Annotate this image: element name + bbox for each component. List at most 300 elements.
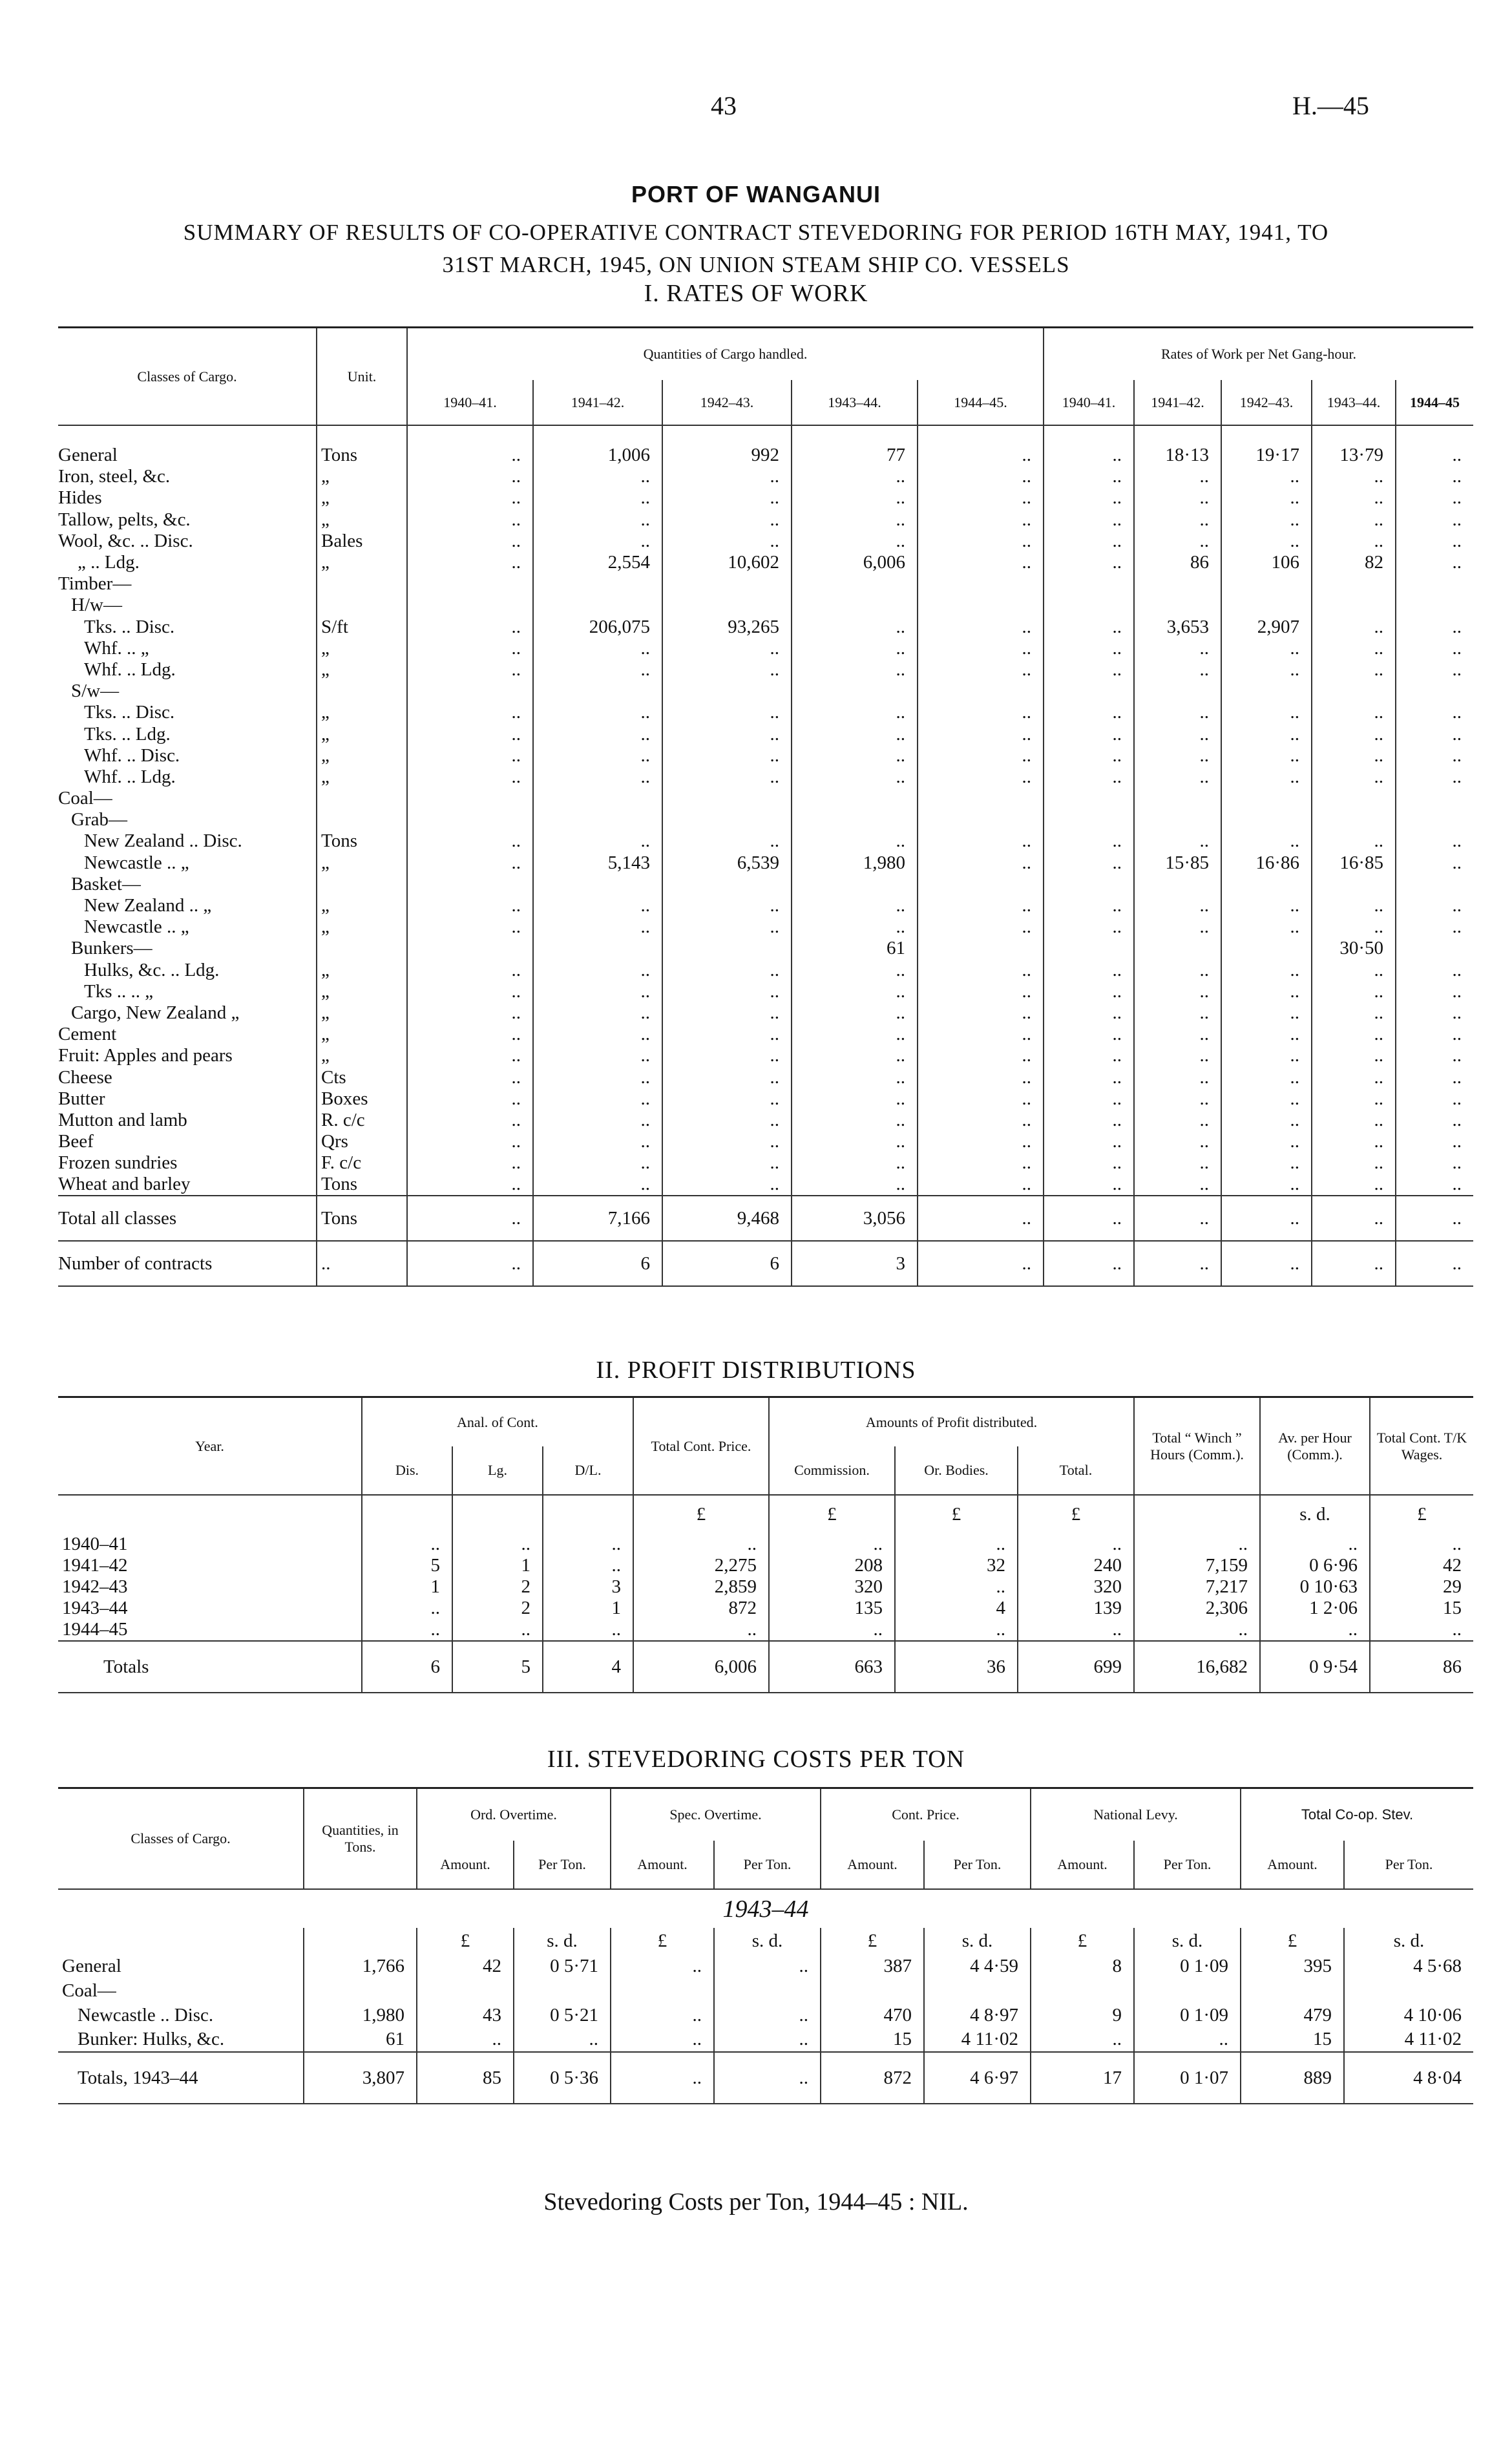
- cost-value: 9: [1031, 2003, 1134, 2027]
- quantity-value: ..: [918, 1002, 1044, 1024]
- header-quantities: Quantities of Cargo handled.: [407, 328, 1044, 380]
- quantity-value: ..: [407, 767, 533, 788]
- quantity-value: ..: [792, 767, 918, 788]
- rate-value: ..: [1312, 659, 1396, 681]
- cost-value: ..: [611, 1954, 714, 1978]
- rate-value: ..: [1134, 638, 1221, 659]
- quantity-value: ..: [918, 767, 1044, 788]
- rate-year-header: 1944–45: [1396, 380, 1473, 425]
- profit-distributions-table: [58, 1398, 1473, 1693]
- quantity-value: ..: [792, 830, 918, 852]
- unit: „: [317, 960, 407, 981]
- rate-value: 16·86: [1221, 852, 1312, 874]
- unit: „: [317, 916, 407, 938]
- profit-value: 4: [895, 1598, 1018, 1619]
- profit-value: ..: [543, 1534, 633, 1555]
- total-value: 5: [452, 1641, 543, 1693]
- rate-value: ..: [1396, 1196, 1473, 1241]
- quantity-value: ..: [533, 830, 662, 852]
- cost-value: 61: [304, 2027, 417, 2052]
- rate-value: ..: [1044, 960, 1134, 981]
- quantity-value: ..: [662, 659, 792, 681]
- quantity-value: ..: [533, 1152, 662, 1174]
- cost-value: [304, 1978, 417, 2003]
- unit: Bales: [317, 531, 407, 552]
- rate-value: 3,653: [1134, 617, 1221, 638]
- header-or-bodies: Or. Bodies.: [895, 1446, 1018, 1495]
- rate-value: ..: [1134, 1066, 1221, 1088]
- quantity-value: ..: [407, 745, 533, 767]
- rate-value: ..: [1312, 1002, 1396, 1024]
- spacer-cell: [662, 425, 792, 445]
- year-row: [58, 1889, 1473, 1928]
- rate-value: ..: [1221, 638, 1312, 659]
- rate-value: ..: [1044, 1045, 1134, 1066]
- rate-value: ..: [1312, 981, 1396, 1002]
- rate-value: [1134, 788, 1221, 809]
- rate-value: ..: [1134, 916, 1221, 938]
- cargo-class: New Zealand .. Disc.: [84, 830, 242, 852]
- spacer-cell: [792, 425, 918, 445]
- cargo-class: Whf. .. Ldg.: [84, 766, 176, 787]
- rate-value: ..: [1044, 830, 1134, 852]
- header-national-levy: National Levy.: [1031, 1789, 1241, 1841]
- table-row: [58, 595, 1473, 616]
- unit: „: [317, 767, 407, 788]
- profit-value: ..: [1134, 1534, 1260, 1555]
- rate-value: ..: [1396, 1066, 1473, 1088]
- table-row: [58, 767, 1473, 788]
- rate-value: ..: [1312, 830, 1396, 852]
- rate-value: ..: [1044, 1196, 1134, 1241]
- table-row: [58, 1196, 1473, 1241]
- quantity-value: [792, 595, 918, 616]
- cost-value: [924, 1978, 1031, 2003]
- rate-value: [1134, 573, 1221, 595]
- cargo-class: Total all classes: [58, 1207, 177, 1229]
- cost-value: 0 1·09: [1134, 1954, 1241, 1978]
- rate-value: [1396, 681, 1473, 702]
- cargo-class: Whf. .. Disc.: [84, 745, 180, 766]
- quantity-value: [407, 809, 533, 830]
- rate-value: ..: [1312, 767, 1396, 788]
- cost-value: 4 11·02: [1344, 2027, 1473, 2052]
- rate-value: ..: [1396, 638, 1473, 659]
- quantity-value: [533, 938, 662, 959]
- rate-value: ..: [1221, 723, 1312, 745]
- rate-value: ..: [1396, 1241, 1473, 1286]
- cost-value: [1344, 1978, 1473, 2003]
- quantity-value: ..: [407, 1066, 533, 1088]
- quantity-value: ..: [407, 1045, 533, 1066]
- section-3-title: III. STEVEDORING COSTS PER TON: [547, 1746, 965, 1773]
- rate-value: [1312, 681, 1396, 702]
- year-label: 1943–44: [62, 1598, 128, 1618]
- cargo-class: Tks. .. Disc.: [84, 702, 175, 723]
- profit-value: ..: [543, 1619, 633, 1641]
- quantity-value: ..: [918, 1196, 1044, 1241]
- cargo-class: Tallow, pelts, &c.: [58, 509, 191, 530]
- table-row: [58, 1045, 1473, 1066]
- cargo-class: Fruit: Apples and pears: [58, 1045, 233, 1066]
- cost-value: ..: [514, 2027, 611, 2052]
- document-reference: H.—45: [1292, 91, 1369, 120]
- rate-value: [1312, 874, 1396, 895]
- quantity-value: ..: [792, 1110, 918, 1131]
- quantity-value: ..: [407, 659, 533, 681]
- profit-value: ..: [895, 1534, 1018, 1555]
- unit: [317, 938, 407, 959]
- profit-value: ..: [543, 1555, 633, 1576]
- rate-value: ..: [1396, 1024, 1473, 1045]
- header-commission: Commission.: [769, 1446, 895, 1495]
- units-cell: [58, 1495, 362, 1534]
- rate-value: [1221, 809, 1312, 830]
- rate-value: 106: [1221, 552, 1312, 573]
- cargo-class: Newcastle .. „: [84, 916, 189, 938]
- cost-value: 42: [417, 1954, 514, 1978]
- table-row: [58, 960, 1473, 981]
- quantity-value: [792, 874, 918, 895]
- total-value: ..: [714, 2052, 821, 2104]
- cargo-class: H/w—: [71, 595, 122, 616]
- unit-label: £: [417, 1928, 514, 1954]
- quantity-value: [662, 681, 792, 702]
- quantity-value: 9,468: [662, 1196, 792, 1241]
- unit: Tons: [317, 830, 407, 852]
- table-row: [58, 659, 1473, 681]
- header-classes: Classes of Cargo.: [58, 328, 317, 425]
- quantity-value: 61: [792, 938, 918, 959]
- rate-value: ..: [1396, 830, 1473, 852]
- rate-value: ..: [1312, 509, 1396, 531]
- rate-value: ..: [1134, 509, 1221, 531]
- quantity-value: ..: [918, 916, 1044, 938]
- profit-value: ..: [452, 1534, 543, 1555]
- quantity-value: ..: [662, 1066, 792, 1088]
- rate-value: ..: [1312, 1045, 1396, 1066]
- header-rates: Rates of Work per Net Gang-hour.: [1044, 328, 1473, 380]
- quantity-value: ..: [918, 960, 1044, 981]
- section-2-title: II. PROFIT DISTRIBUTIONS: [596, 1357, 916, 1384]
- rate-value: ..: [1312, 1088, 1396, 1110]
- quantity-value: 77: [792, 445, 918, 466]
- rate-value: ..: [1312, 1066, 1396, 1088]
- quantity-value: ..: [533, 916, 662, 938]
- rate-value: ..: [1312, 1174, 1396, 1196]
- rate-value: [1396, 938, 1473, 959]
- profit-value: ..: [895, 1576, 1018, 1598]
- table-row: [58, 2027, 1473, 2052]
- quantity-value: [662, 874, 792, 895]
- table-row: [58, 1619, 1473, 1641]
- profit-value: 2,306: [1134, 1598, 1260, 1619]
- cargo-class: General: [62, 1955, 121, 1976]
- quantity-value: ..: [533, 1002, 662, 1024]
- rate-value: ..: [1312, 487, 1396, 509]
- table-row: [58, 617, 1473, 638]
- rate-value: ..: [1134, 1152, 1221, 1174]
- rate-year-header: 1941–42.: [1134, 380, 1221, 425]
- unit: „: [317, 1002, 407, 1024]
- total-value: 663: [769, 1641, 895, 1693]
- rate-value: [1312, 809, 1396, 830]
- quantity-value: ..: [662, 466, 792, 487]
- rate-value: ..: [1312, 638, 1396, 659]
- rate-value: ..: [1044, 531, 1134, 552]
- rate-value: ..: [1134, 960, 1221, 981]
- quantity-value: ..: [662, 723, 792, 745]
- quantity-value: ..: [407, 1110, 533, 1131]
- profit-value: 240: [1018, 1555, 1134, 1576]
- rate-value: [1396, 874, 1473, 895]
- table-row: [58, 809, 1473, 830]
- year-label: 1941–42: [62, 1555, 128, 1576]
- header-dis: Dis.: [362, 1446, 452, 1495]
- quantity-value: [662, 938, 792, 959]
- quantity-value: [792, 809, 918, 830]
- cargo-class: Wool, &c. .. Disc.: [58, 530, 193, 551]
- quantity-value: ..: [662, 1088, 792, 1110]
- cargo-class: Newcastle .. Disc.: [78, 2004, 214, 2025]
- quantity-value: ..: [918, 1174, 1044, 1196]
- section-1-title: I. RATES OF WORK: [644, 280, 868, 307]
- rates-of-work-table: [58, 328, 1473, 1287]
- rate-value: ..: [1312, 1110, 1396, 1131]
- table-row: [58, 1131, 1473, 1152]
- spacer-cell: [918, 425, 1044, 445]
- quantity-value: 6: [662, 1241, 792, 1286]
- quantity-value: ..: [533, 659, 662, 681]
- unit: „: [317, 638, 407, 659]
- unit-label: £: [895, 1495, 1018, 1534]
- profit-value: ..: [1018, 1534, 1134, 1555]
- quantity-value: [918, 788, 1044, 809]
- per-ton-header: Per Ton.: [514, 1841, 611, 1889]
- table-row: [58, 916, 1473, 938]
- quantity-value: ..: [407, 638, 533, 659]
- quantity-value: 3: [792, 1241, 918, 1286]
- profit-value: 29: [1370, 1576, 1473, 1598]
- header-av-per-hour: Av. per Hour (Comm.).: [1260, 1398, 1370, 1495]
- rate-year-header: 1943–44.: [1312, 380, 1396, 425]
- table-row: [58, 681, 1473, 702]
- rate-value: ..: [1044, 659, 1134, 681]
- rate-value: ..: [1134, 1088, 1221, 1110]
- quantity-value: ..: [533, 638, 662, 659]
- quantity-value: ..: [662, 1024, 792, 1045]
- unit-label: s. d.: [924, 1928, 1031, 1954]
- quantity-value: ..: [407, 852, 533, 874]
- units-row: [58, 1495, 1473, 1534]
- quantity-value: [533, 874, 662, 895]
- quantity-value: ..: [662, 1045, 792, 1066]
- header-total-cont-price: Total Cont. Price.: [633, 1398, 769, 1495]
- unit: „: [317, 745, 407, 767]
- quantity-value: ..: [662, 638, 792, 659]
- quantity-value: ..: [918, 1241, 1044, 1286]
- profit-value: ..: [769, 1619, 895, 1641]
- rate-value: [1221, 595, 1312, 616]
- unit: S/ft: [317, 617, 407, 638]
- cost-value: ..: [714, 1954, 821, 1978]
- year-header: 1940–41.: [407, 380, 533, 425]
- quantity-value: ..: [533, 1024, 662, 1045]
- unit-label: [1134, 1495, 1260, 1534]
- rate-value: ..: [1396, 960, 1473, 981]
- unit: „: [317, 487, 407, 509]
- profit-value: 320: [769, 1576, 895, 1598]
- header-cont-price: Cont. Price.: [821, 1789, 1031, 1841]
- table-row: [58, 1088, 1473, 1110]
- profit-value: ..: [362, 1598, 452, 1619]
- profit-value: 5: [362, 1555, 452, 1576]
- cost-value: 43: [417, 2003, 514, 2027]
- per-ton-header: Per Ton.: [714, 1841, 821, 1889]
- rate-value: [1312, 573, 1396, 595]
- quantity-value: [407, 681, 533, 702]
- unit-label: [543, 1495, 633, 1534]
- rate-value: ..: [1044, 852, 1134, 874]
- rate-value: ..: [1396, 445, 1473, 466]
- unit: „: [317, 852, 407, 874]
- rate-value: 30·50: [1312, 938, 1396, 959]
- rate-value: 86: [1134, 552, 1221, 573]
- unit-label: [452, 1495, 543, 1534]
- quantity-value: ..: [792, 509, 918, 531]
- unit: Tons: [317, 1174, 407, 1196]
- cargo-class: Number of contracts: [58, 1253, 213, 1274]
- rate-value: ..: [1044, 487, 1134, 509]
- profit-value: ..: [895, 1619, 1018, 1641]
- profit-value: ..: [1134, 1619, 1260, 1641]
- unit-label: s. d.: [714, 1928, 821, 1954]
- unit-label: £: [633, 1495, 769, 1534]
- amount-header: Amount.: [417, 1841, 514, 1889]
- profit-value: ..: [633, 1619, 769, 1641]
- unit: „: [317, 895, 407, 916]
- totals-row: [58, 2052, 1473, 2104]
- cost-value: [714, 1978, 821, 2003]
- rate-value: ..: [1134, 1045, 1221, 1066]
- quantity-value: [407, 573, 533, 595]
- rate-value: [1134, 938, 1221, 959]
- rate-value: [1044, 874, 1134, 895]
- quantity-value: ..: [918, 638, 1044, 659]
- rate-value: ..: [1396, 1174, 1473, 1196]
- cargo-class: Timber—: [58, 573, 132, 595]
- table-row: [58, 1110, 1473, 1131]
- quantity-value: ..: [407, 702, 533, 723]
- year-label: 1940–41: [62, 1534, 128, 1554]
- rate-value: ..: [1134, 466, 1221, 487]
- quantity-value: ..: [662, 1110, 792, 1131]
- rate-value: ..: [1396, 1002, 1473, 1024]
- quantity-value: ..: [792, 723, 918, 745]
- quantity-value: ..: [918, 1066, 1044, 1088]
- unit: R. c/c: [317, 1110, 407, 1131]
- quantity-value: ..: [918, 617, 1044, 638]
- cargo-class: Hulks, &c. .. Ldg.: [84, 959, 220, 980]
- rate-value: ..: [1044, 466, 1134, 487]
- rate-value: ..: [1134, 702, 1221, 723]
- rate-value: ..: [1396, 617, 1473, 638]
- rate-value: ..: [1396, 1110, 1473, 1131]
- rate-value: ..: [1221, 895, 1312, 916]
- table-row: [58, 1598, 1473, 1619]
- cargo-class: Bunkers—: [71, 938, 152, 959]
- quantity-value: ..: [918, 745, 1044, 767]
- rate-value: ..: [1396, 1088, 1473, 1110]
- quantity-value: ..: [792, 659, 918, 681]
- cost-value: 4 5·68: [1344, 1954, 1473, 1978]
- rate-value: ..: [1312, 531, 1396, 552]
- quantity-value: ..: [407, 1196, 533, 1241]
- rate-value: ..: [1134, 895, 1221, 916]
- unit: [317, 573, 407, 595]
- profit-value: ..: [362, 1619, 452, 1641]
- cost-value: 1,980: [304, 2003, 417, 2027]
- quantity-value: ..: [918, 702, 1044, 723]
- quantity-value: ..: [533, 767, 662, 788]
- year-label: 1944–45: [62, 1619, 128, 1640]
- unit: [317, 595, 407, 616]
- quantity-value: [533, 809, 662, 830]
- rate-value: ..: [1396, 852, 1473, 874]
- rate-value: [1221, 874, 1312, 895]
- total-value: 17: [1031, 2052, 1134, 2104]
- quantity-value: 206,075: [533, 617, 662, 638]
- profit-value: 135: [769, 1598, 895, 1619]
- spacer-cell: [58, 425, 317, 445]
- spacer-cell: [1044, 425, 1134, 445]
- costs-table-body: [58, 1889, 1473, 2104]
- quantity-value: ..: [407, 960, 533, 981]
- quantity-value: ..: [792, 1024, 918, 1045]
- unit-label: £: [611, 1928, 714, 1954]
- spacer-cell: [1396, 425, 1473, 445]
- quantity-value: ..: [918, 1024, 1044, 1045]
- amount-header: Amount.: [1241, 1841, 1344, 1889]
- quantity-value: ..: [407, 1002, 533, 1024]
- rate-value: ..: [1134, 745, 1221, 767]
- profit-value: 1: [362, 1576, 452, 1598]
- quantity-value: ..: [792, 617, 918, 638]
- quantity-value: ..: [533, 487, 662, 509]
- total-value: 0 5·36: [514, 2052, 611, 2104]
- rate-value: [1134, 809, 1221, 830]
- quantity-value: ..: [662, 767, 792, 788]
- per-ton-header: Per Ton.: [924, 1841, 1031, 1889]
- quantity-value: ..: [792, 638, 918, 659]
- profit-value: ..: [1370, 1534, 1473, 1555]
- quantity-value: ..: [662, 916, 792, 938]
- rate-value: ..: [1134, 487, 1221, 509]
- rate-value: ..: [1396, 552, 1473, 573]
- quantity-value: 5,143: [533, 852, 662, 874]
- table-row: [58, 2003, 1473, 2027]
- quantity-value: ..: [407, 445, 533, 466]
- quantity-value: ..: [792, 916, 918, 938]
- rate-value: ..: [1396, 702, 1473, 723]
- rate-value: ..: [1221, 1196, 1312, 1241]
- rate-value: ..: [1044, 617, 1134, 638]
- unit: F. c/c: [317, 1152, 407, 1174]
- table-row: [58, 1174, 1473, 1196]
- rate-value: ..: [1221, 981, 1312, 1002]
- profit-value: 2: [452, 1576, 543, 1598]
- rate-value: ..: [1396, 916, 1473, 938]
